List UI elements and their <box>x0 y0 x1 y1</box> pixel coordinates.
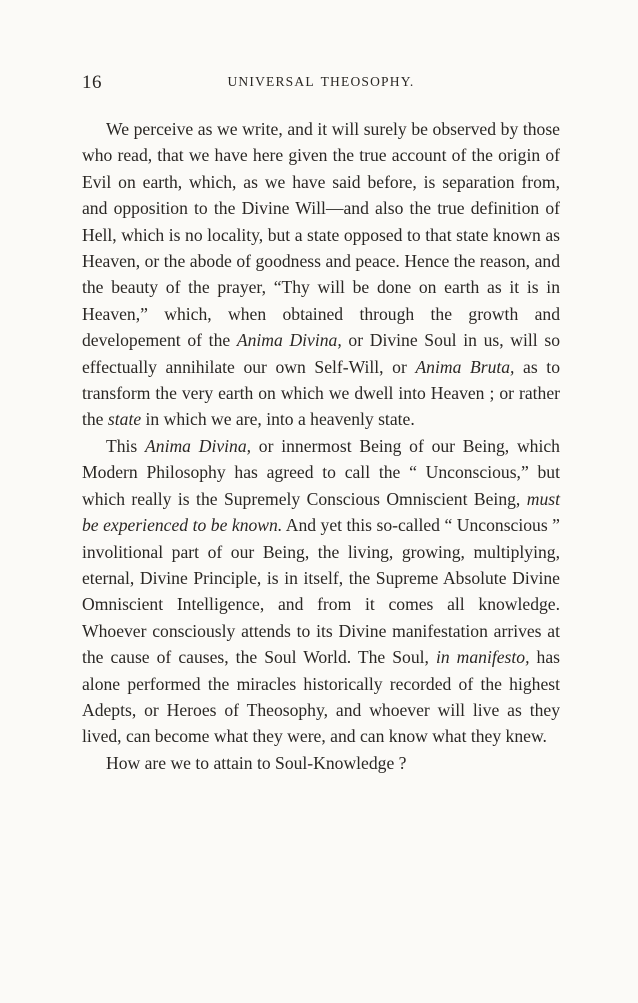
text-run: or innermost Being of our Being, which Modern Philosophy has agreed to call the “ Unconscious,” but which really is the Supremely Conscious Omniscient Being, <box>82 435 560 509</box>
italic-run: must be experienced to be known. <box>82 488 560 536</box>
text-run: And yet this so-called “ Unconscious ” involitional part of our Being, the living, growing, multiplying, eternal, Divine Principle, is in itself, the Supreme Absolute Divine Omniscient Intelligence, and from it comes all knowledge. Whoever consciously attends to its Divine manifestation arrives at the cause of causes, the Soul World. The Soul, <box>82 515 560 668</box>
text-run: or Divine Soul in us, will so effectually annihilate our own Self-Will, or <box>82 330 560 377</box>
page-number: 16 <box>82 72 102 93</box>
text-run: We perceive as we write, and it will surely be observed by those who read, that we have here given the true account of the origin of Evil on earth, which, as we have said before, is separation from, and opposition to the Divine Will—and also the true definition of Hell, which is no locality, but a state opposed to that state known as Heaven, or the abode of goodness and peace. Hence the reason, and the beauty of the prayer, “Thy will be done on earth as it is in Heaven,” which, when obtained through the growth and developement of the <box>82 119 560 351</box>
paragraph-1 <box>82 116 560 433</box>
italic-run: in manifesto, <box>435 647 530 668</box>
running-head <box>82 72 560 100</box>
body-text <box>82 116 560 776</box>
running-title: UNIVERSAL THEOSOPHY. <box>227 74 415 89</box>
text-run: This <box>106 435 146 456</box>
italic-run: state <box>107 409 142 430</box>
paragraph-3 <box>82 750 560 776</box>
italic-run: Anima Divina, <box>145 435 252 456</box>
italic-run: Anima Bruta, <box>415 356 515 377</box>
italic-run: Anima Divina, <box>236 330 342 351</box>
text-run: has alone performed the miracles historically recorded of the highest Adepts, or Heroes of Theosophy, and whoever will live as they lived, can become what they were, and can know what they knew. <box>82 647 560 747</box>
paragraph-2 <box>82 433 560 750</box>
text-run: in which we are, into a heavenly state. <box>141 409 415 430</box>
text-run: as to transform the very earth on which we dwell into Heaven ; or rather the <box>82 356 560 430</box>
text-run: How are we to attain to Soul-Knowledge ? <box>106 752 407 773</box>
